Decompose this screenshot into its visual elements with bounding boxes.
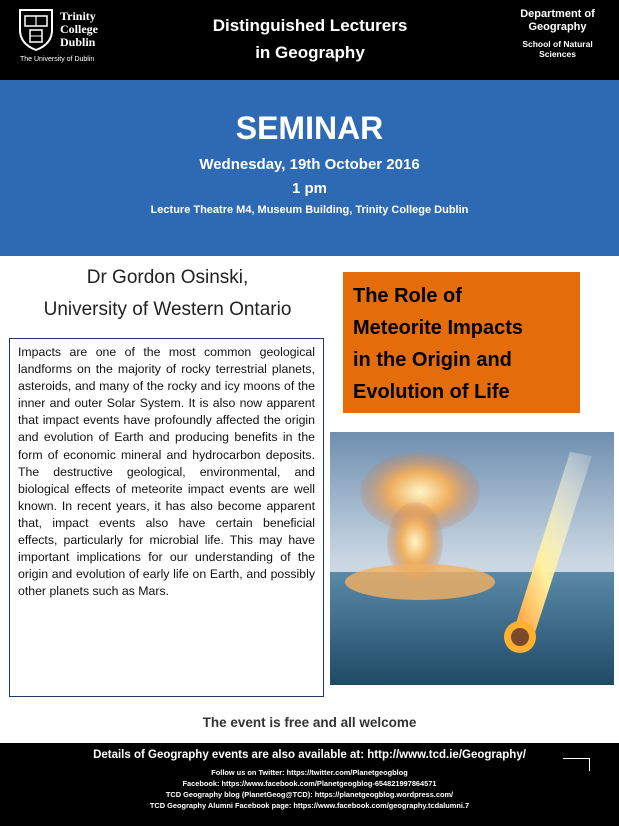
speaker-affiliation: University of Western Ontario — [43, 299, 292, 320]
social-links — [0, 767, 619, 811]
tcd-logo — [18, 8, 138, 68]
speaker-block — [0, 262, 335, 326]
department-block — [500, 8, 615, 59]
footer-bar — [0, 743, 619, 826]
talk-title-line: The Role of — [353, 285, 462, 307]
speaker-name: Dr Gordon Osinski, — [86, 267, 249, 288]
blog-link[interactable]: TCD Geography blog (PlanetGeog@TCD): https://planetgeogblog.wordpress.com/ — [165, 790, 454, 799]
twitter-link[interactable]: Follow us on Twitter: https://twitter.com/Planetgeogblog — [211, 768, 408, 777]
talk-title-line: in the Origin and — [353, 349, 512, 371]
meteorite-impact-image — [330, 432, 614, 685]
event-banner — [0, 80, 619, 256]
school-name-line2: Sciences — [539, 49, 576, 59]
events-details-link[interactable]: Details of Geography events are also available at: http://www.tcd.ie/Geography/ — [93, 749, 526, 761]
series-title-line2: in Geography — [255, 43, 365, 62]
corner-mark — [563, 758, 590, 771]
abstract-text: Impacts are one of the most common geological landforms on the majority of rocky terrestrial planets, asteroids, and many of the rocky and icy moons of the inner and outer Solar System. It is also now apparent that impact events have profoundly affected the origin and evolution of Earth and producing benefits in the form of economic mineral and hydrocarbon deposits. The destructive geological, environmental, and biological effects of meteorite impact events are well known. In recent years, it has also become apparent that, impact events also have certain beneficial effects, particularly for microbial life. This may have important implications for our understanding of the origin and evolution of early life on Earth, and possibly other planets such as Mars. — [9, 338, 324, 697]
event-type: SEMINAR — [235, 110, 384, 146]
logo-line3: Dublin — [60, 35, 96, 49]
school-name — [500, 39, 615, 59]
event-venue: Lecture Theatre M4, Museum Building, Trinity College Dublin — [150, 204, 469, 216]
meteorite-impact-illustration — [330, 432, 614, 685]
free-event-notice: The event is free and all welcome — [202, 715, 417, 730]
logo-wordmark — [60, 10, 98, 49]
facebook-link[interactable]: Facebook: https://www.facebook.com/Planetgeogblog-654821997864571 — [182, 779, 437, 788]
talk-title — [353, 280, 575, 408]
trinity-crest-icon — [18, 8, 54, 52]
logo-line1: Trinity — [60, 9, 96, 23]
school-name-line1: School of Natural — [522, 39, 593, 49]
talk-title-box — [343, 272, 580, 413]
talk-title-line: Evolution of Life — [353, 381, 510, 403]
series-title — [170, 12, 450, 66]
logo-line2: College — [60, 22, 98, 36]
talk-title-line: Meteorite Impacts — [353, 317, 524, 339]
department-name: Department of Geography — [520, 8, 595, 33]
logo-subtitle: The University of Dublin — [20, 56, 95, 63]
event-date: Wednesday, 19th October 2016 — [199, 156, 420, 173]
series-title-line1: Distinguished Lecturers — [212, 16, 408, 35]
alumni-facebook-link[interactable]: TCD Geography Alumni Facebook page: https://www.facebook.com/geography.tcdalumni.7 — [149, 801, 470, 810]
header-bar — [0, 0, 619, 80]
event-time: 1 pm — [291, 180, 327, 197]
